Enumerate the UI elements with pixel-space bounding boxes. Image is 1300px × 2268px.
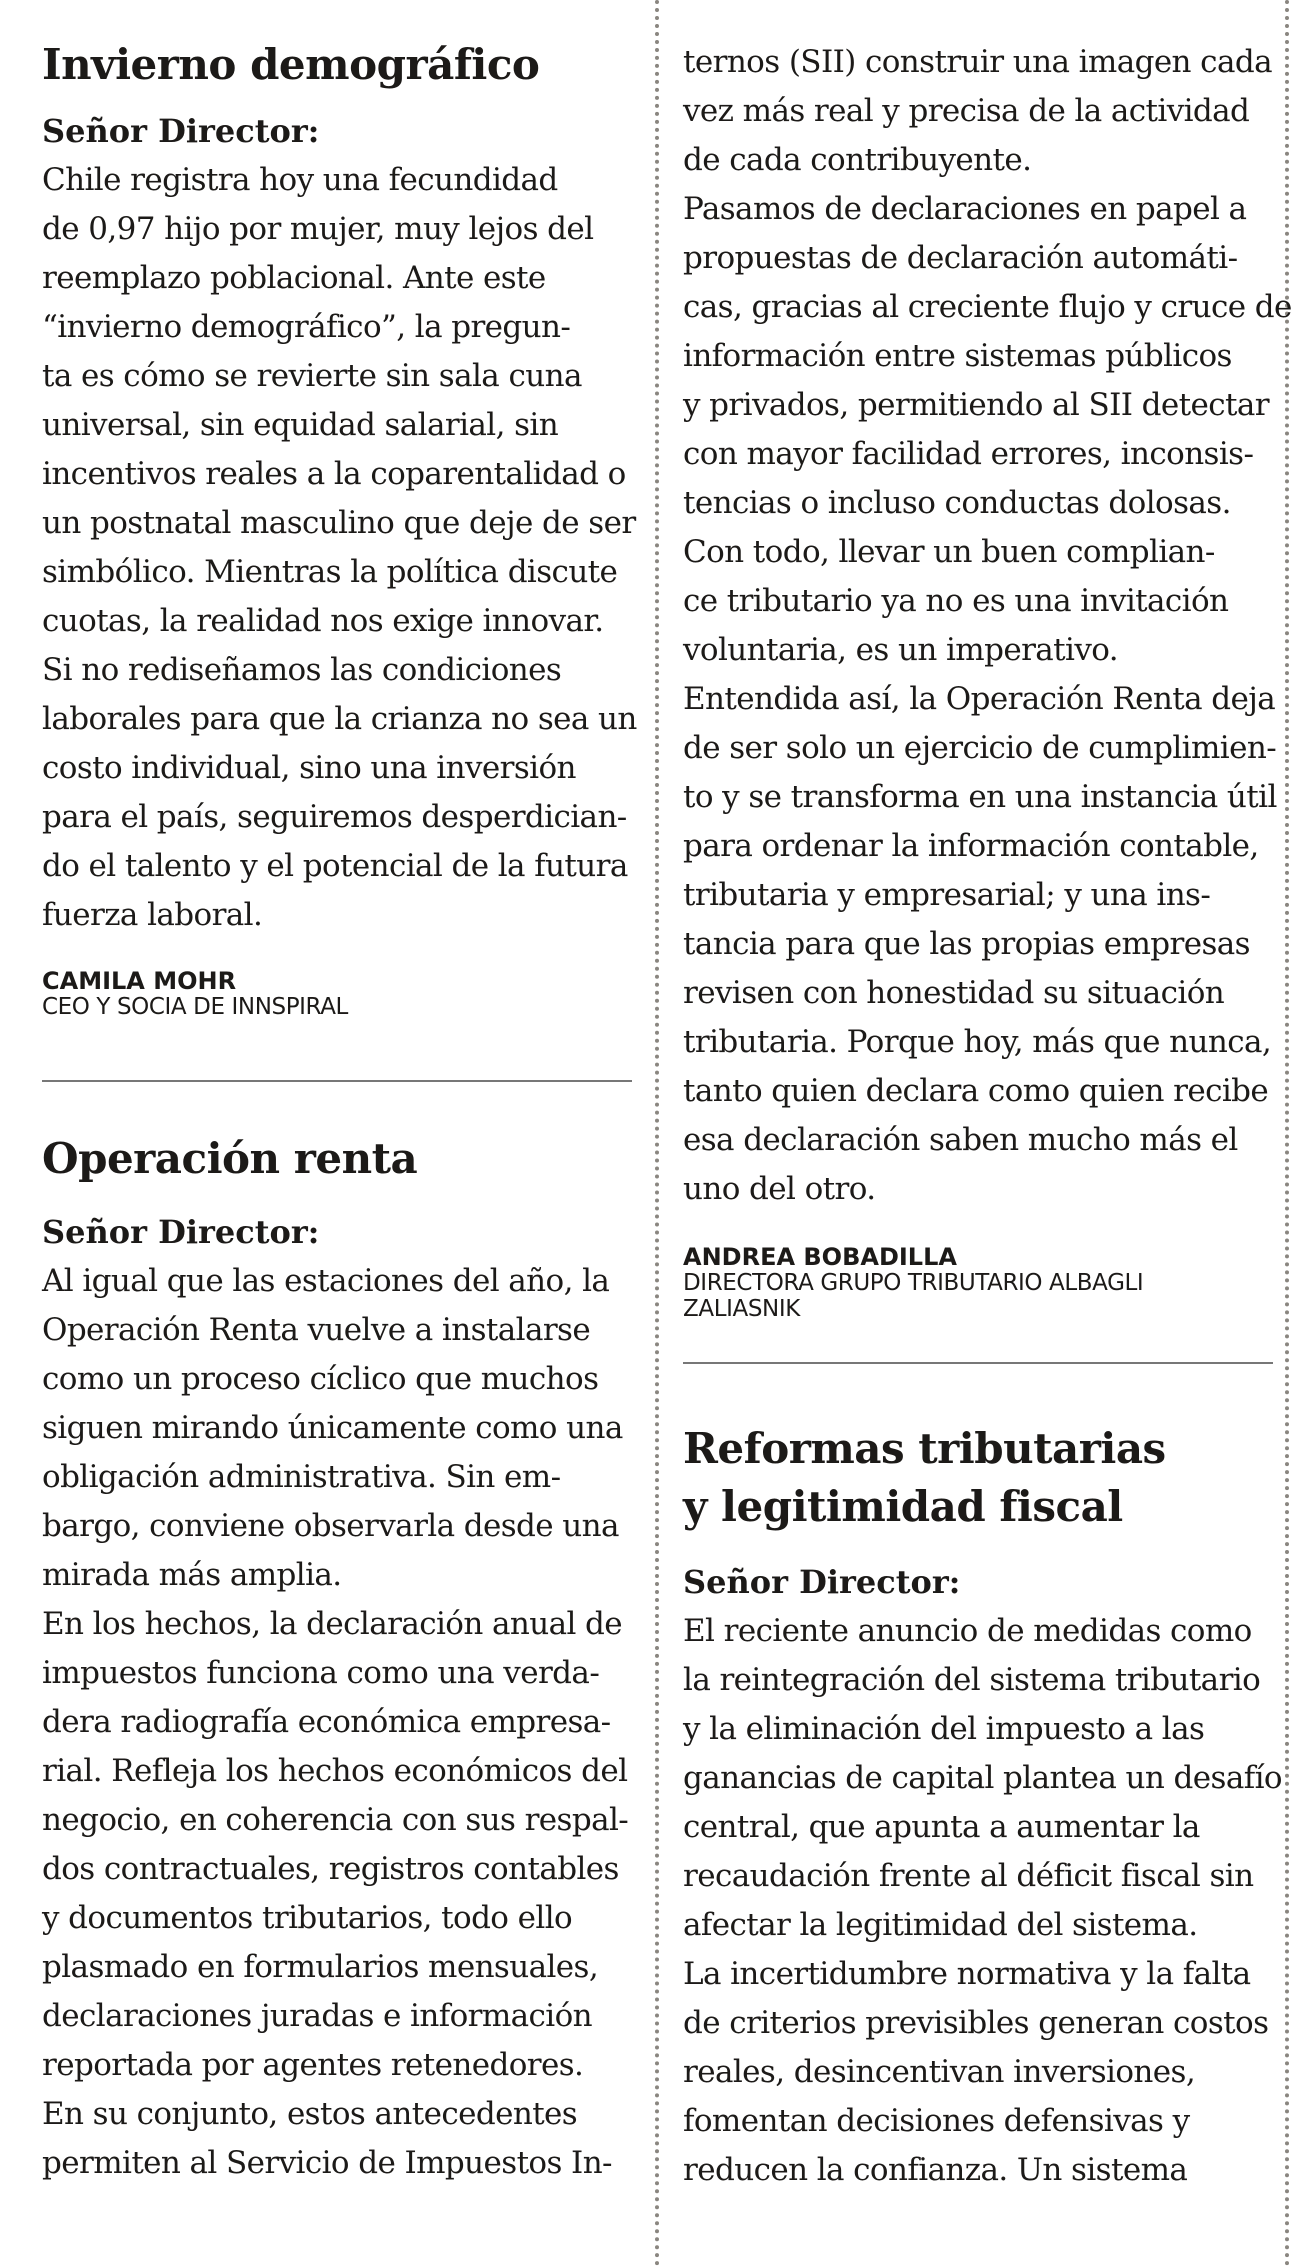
body-line: ta es cómo se revierte sin sala cuna (42, 358, 582, 394)
author-role: CEO Y SOCIA DE INNSPIRAL (42, 994, 348, 1020)
body-line: tanto quien declara como quien recibe (683, 1073, 1269, 1109)
body-line: de criterios previsibles generan costos (683, 2005, 1269, 2041)
body-line: En su conjunto, estos antecedentes (42, 2096, 578, 2132)
body-line: información entre sistemas públicos (683, 338, 1232, 374)
salutation: Señor Director: (42, 112, 320, 150)
title-line: y legitimidad fiscal (683, 1482, 1123, 1531)
body-line: declaraciones juradas e información (42, 1998, 593, 2034)
body-line: fuerza laboral. (42, 897, 263, 933)
body-line: y documentos tributarios, todo ello (42, 1900, 573, 1936)
body-line: obligación administrativa. Sin em- (42, 1459, 561, 1495)
body-line: mirada más amplia. (42, 1557, 342, 1593)
salutation: Señor Director: (683, 1563, 961, 1601)
body-line: negocio, en coherencia con sus respal- (42, 1802, 629, 1838)
body-line: voluntaria, es un imperativo. (683, 632, 1119, 668)
body-line: Al igual que las estaciones del año, la (42, 1263, 610, 1299)
body-line: ternos (SII) construir una imagen cada (683, 44, 1272, 80)
body-line: simbólico. Mientras la política discute (42, 554, 618, 590)
section-divider (683, 1362, 1273, 1364)
body-line: para ordenar la información contable, (683, 828, 1259, 864)
body-line: con mayor facilidad errores, inconsis- (683, 436, 1254, 472)
letter-invierno (42, 36, 637, 1020)
body-line: fomentan decisiones defensivas y (683, 2103, 1190, 2139)
body-line: ganancias de capital plantea un desafío (683, 1760, 1282, 1796)
body-line: tencias o incluso conductas dolosas. (683, 485, 1231, 521)
body-line: incentivos reales a la coparentalidad o (42, 456, 626, 492)
letter-body (683, 38, 1292, 1214)
body-line: Con todo, llevar un buen complian- (683, 534, 1215, 570)
body-line: tancia para que las propias empresas (683, 926, 1250, 962)
body-line: de 0,97 hijo por mujer, muy lejos del (42, 211, 594, 247)
body-line: Si no rediseñamos las condiciones (42, 652, 562, 688)
body-line: reportada por agentes retenedores. (42, 2047, 584, 2083)
letter-title: Invierno demográfico (42, 40, 540, 89)
body-line: dera radiografía económica empresa- (42, 1704, 611, 1740)
body-line: El reciente anuncio de medidas como (683, 1613, 1252, 1649)
letter-title: Operación renta (42, 1134, 418, 1183)
letter-reformas-tributarias (683, 1420, 1282, 2195)
body-line: y la eliminación del impuesto a las (683, 1711, 1205, 1747)
author-role: ZALIASNIK (683, 1296, 800, 1322)
body-line: costo individual, sino una inversión (42, 750, 576, 786)
letter-operacion-renta (42, 1130, 628, 2188)
author-role: DIRECTORA GRUPO TRIBUTARIO ALBAGLI (683, 1270, 1144, 1296)
body-line: recaudación frente al déficit fiscal sin (683, 1858, 1254, 1894)
body-line: impuestos funciona como una verda- (42, 1655, 600, 1691)
body-line: y privados, permitiendo al SII detectar (683, 387, 1269, 423)
body-line: Entendida así, la Operación Renta deja (683, 681, 1276, 717)
column-divider (655, 0, 659, 2268)
body-line: para el país, seguiremos desperdician- (42, 799, 627, 835)
body-line: Pasamos de declaraciones en papel a (683, 191, 1247, 227)
body-line: afectar la legitimidad del sistema. (683, 1907, 1198, 1943)
body-line: Chile registra hoy una fecundidad (42, 162, 558, 198)
body-line: cas, gracias al creciente flujo y cruce de (683, 289, 1292, 325)
section-divider (42, 1080, 632, 1082)
title-line: Reformas tributarias (683, 1424, 1166, 1473)
letter-body (42, 1257, 628, 2188)
body-line: universal, sin equidad salarial, sin (42, 407, 559, 443)
author-name: ANDREA BOBADILLA (683, 1243, 957, 1271)
body-line: do el talento y el potencial de la futura (42, 848, 628, 884)
body-line: plasmado en formularios mensuales, (42, 1949, 599, 1985)
body-line: como un proceso cíclico que muchos (42, 1361, 599, 1397)
body-line: revisen con honestidad su situación (683, 975, 1225, 1011)
body-line: bargo, conviene observarla desde una (42, 1508, 619, 1544)
body-line: uno del otro. (683, 1171, 876, 1207)
body-line: siguen mirando únicamente como una (42, 1410, 623, 1446)
body-line: Operación Renta vuelve a instalarse (42, 1312, 591, 1348)
body-line: La incertidumbre normativa y la falta (683, 1956, 1251, 1992)
body-line: “invierno demográfico”, la pregun- (42, 309, 571, 345)
body-line: reales, desincentivan inversiones, (683, 2054, 1196, 2090)
body-line: reemplazo poblacional. Ante este (42, 260, 546, 296)
body-line: rial. Refleja los hechos económicos del (42, 1753, 628, 1789)
body-line: vez más real y precisa de la actividad (683, 93, 1250, 129)
body-line: reducen la confianza. Un sistema (683, 2152, 1188, 2188)
letter-body (42, 156, 637, 940)
body-line: de cada contribuyente. (683, 142, 1032, 178)
body-line: En los hechos, la declaración anual de (42, 1606, 623, 1642)
body-line: tributaria y empresarial; y una ins- (683, 877, 1211, 913)
author-name: CAMILA MOHR (42, 967, 237, 995)
body-line: un postnatal masculino que deje de ser (42, 505, 636, 541)
body-line: de ser solo un ejercicio de cumplimien- (683, 730, 1277, 766)
body-line: to y se transforma en una instancia útil (683, 779, 1277, 815)
body-line: esa declaración saben mucho más el (683, 1122, 1238, 1158)
body-line: tributaria. Porque hoy, más que nunca, (683, 1024, 1272, 1060)
body-line: permiten al Servicio de Impuestos In- (42, 2145, 612, 2181)
salutation: Señor Director: (42, 1213, 320, 1251)
body-line: cuotas, la realidad nos exige innovar. (42, 603, 604, 639)
body-line: dos contractuales, registros contables (42, 1851, 619, 1887)
body-line: laborales para que la crianza no sea un (42, 701, 637, 737)
letter-operacion-renta-continued (683, 38, 1292, 1322)
body-line: propuestas de declaración automáti- (683, 240, 1238, 276)
body-line: la reintegración del sistema tributario (683, 1662, 1261, 1698)
body-line: ce tributario ya no es una invitación (683, 583, 1229, 619)
letter-body (683, 1607, 1282, 2195)
body-line: central, que apunta a aumentar la (683, 1809, 1200, 1845)
letter-title (683, 1420, 1282, 1536)
